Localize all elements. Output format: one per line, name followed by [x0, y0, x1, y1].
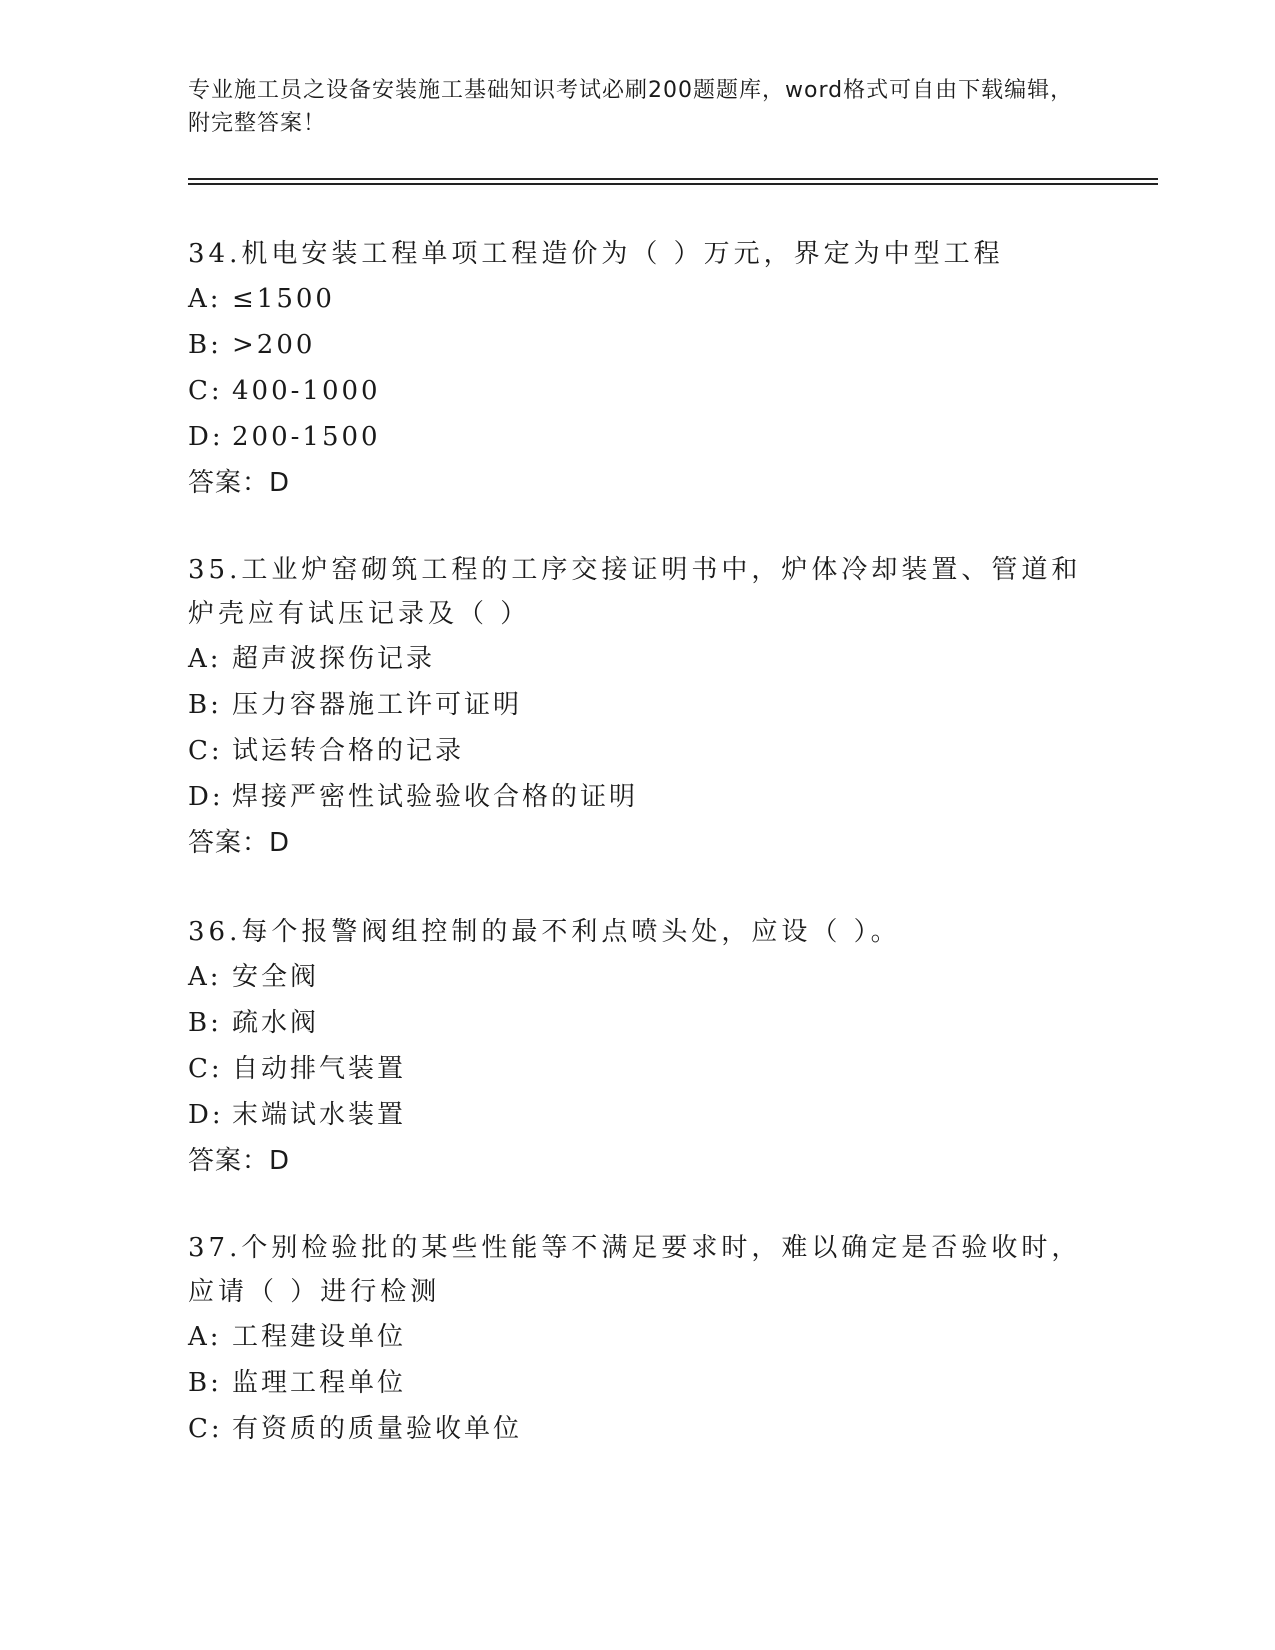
option-d — [188, 774, 1088, 820]
answer-label: 答案：D — [188, 1146, 291, 1176]
option-letter: A: — [188, 962, 222, 992]
option-letter: B: — [188, 1368, 222, 1398]
option-letter: C: — [188, 1414, 223, 1444]
document-intro: 专业施工员之设备安装施工基础知识考试必刷200题题库，word格式可自由下载编辑，附完整答案！ — [188, 78, 1074, 136]
option-letter: C: — [188, 736, 223, 766]
option-text: 自动排气装置 — [232, 1054, 407, 1084]
option-text: 超声波探伤记录 — [232, 644, 436, 674]
question-36 — [188, 910, 1088, 1184]
question-stem: 36.每个报警阀组控制的最不利点喷头处，应设（ ）。 — [188, 917, 901, 947]
option-letter: B: — [188, 1008, 222, 1038]
option-letter: A: — [188, 284, 222, 314]
option-text: 末端试水装置 — [232, 1100, 407, 1130]
question-35 — [188, 548, 1088, 866]
option-text: 400-1000 — [232, 376, 381, 406]
option-text: 监理工程单位 — [232, 1368, 407, 1398]
question-37 — [188, 1226, 1088, 1452]
option-text: 工程建设单位 — [232, 1322, 407, 1352]
question-34 — [188, 232, 1088, 506]
option-text: 有资质的质量验收单位 — [232, 1414, 523, 1444]
option-a — [188, 1314, 1088, 1360]
option-a — [188, 636, 1088, 682]
question-stem: 37.个别检验批的某些性能等不满足要求时，难以确定是否验收时，应请（ ）进行检测 — [188, 1233, 1082, 1307]
answer-label: 答案：D — [188, 468, 291, 498]
option-c — [188, 728, 1088, 774]
option-letter: A: — [188, 1322, 222, 1352]
option-d — [188, 414, 1088, 460]
option-text: 试运转合格的记录 — [232, 736, 465, 766]
question-stem: 35.工业炉窑砌筑工程的工序交接证明书中，炉体冷却装置、管道和炉壳应有试压记录及（ ） — [188, 555, 1082, 629]
option-c — [188, 368, 1088, 414]
question-stem: 34.机电安装工程单项工程造价为（ ）万元，界定为中型工程 — [188, 239, 1004, 269]
option-a — [188, 954, 1088, 1000]
header-divider-bottom — [188, 183, 1158, 185]
option-b — [188, 1360, 1088, 1406]
option-b — [188, 322, 1088, 368]
option-text: ≤1500 — [232, 284, 335, 314]
option-letter: D: — [188, 422, 224, 452]
option-text: 焊接严密性试验验收合格的证明 — [232, 782, 639, 812]
option-text: 安全阀 — [232, 962, 320, 992]
header-divider-top — [188, 178, 1158, 180]
option-b — [188, 682, 1088, 728]
option-letter: C: — [188, 1054, 223, 1084]
option-letter: B: — [188, 330, 222, 360]
option-letter: C: — [188, 376, 223, 406]
option-d — [188, 1092, 1088, 1138]
option-text: 疏水阀 — [232, 1008, 320, 1038]
option-a — [188, 276, 1088, 322]
option-letter: A: — [188, 644, 222, 674]
option-text: 压力容器施工许可证明 — [232, 690, 523, 720]
option-text: 200-1500 — [232, 422, 381, 452]
option-text: >200 — [232, 330, 316, 360]
option-letter: D: — [188, 1100, 224, 1130]
option-c — [188, 1046, 1088, 1092]
option-c — [188, 1406, 1088, 1452]
option-b — [188, 1000, 1088, 1046]
option-letter: D: — [188, 782, 224, 812]
option-letter: B: — [188, 690, 222, 720]
answer-label: 答案：D — [188, 828, 291, 858]
